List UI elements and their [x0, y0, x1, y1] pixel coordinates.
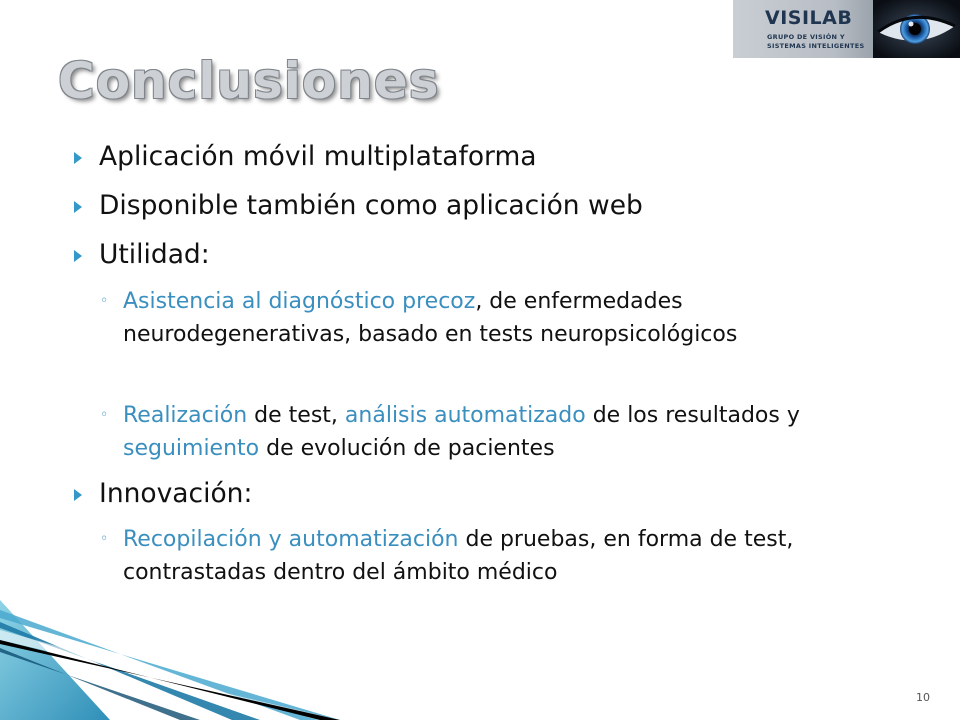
sub-bullet-text: de evolución de pacientes — [259, 436, 555, 461]
bullet-1-text: Aplicación móvil multiplataforma — [99, 141, 537, 172]
sub-bullet-innovacion-1-text — [123, 523, 903, 589]
highlight-text: Recopilación y automatización — [123, 527, 459, 552]
logo-subtitle-line2: SISTEMAS INTELIGENTES — [767, 42, 865, 50]
ring-bullet-icon: ◦ — [100, 407, 109, 423]
sub-bullet-text: de pruebas, en forma de test, contrastadas dentro del ámbito médico — [123, 527, 794, 585]
arrow-bullet-icon — [74, 250, 82, 262]
bullet-4-text: Innovación: — [99, 478, 253, 509]
sub-bullet-text: de test, — [247, 403, 345, 428]
highlight-text: análisis automatizado — [344, 403, 586, 428]
arrow-bullet-icon — [74, 152, 82, 164]
slide-title: Conclusiones — [58, 52, 440, 110]
bullet-2-text: Disponible también como aplicación web — [99, 190, 643, 221]
logo-subtitle-line1: GRUPO DE VISIÓN Y — [767, 33, 845, 41]
decorative-stripes — [0, 600, 340, 720]
logo-name: VISILAB — [765, 7, 853, 29]
arrow-bullet-icon — [74, 201, 82, 213]
sub-bullet-text: de los resultados y — [585, 403, 800, 428]
sub-bullet-text: , de enfermedades neurodegenerativas, basado en tests neuropsicológicos — [123, 289, 738, 347]
sub-bullet-utilidad-2-text — [123, 399, 903, 465]
page-number: 10 — [916, 691, 930, 704]
highlight-text: Asistencia al diagnóstico precoz — [123, 289, 476, 314]
arrow-bullet-icon — [74, 489, 82, 501]
highlight-text: seguimiento — [123, 436, 260, 461]
bullet-3-text: Utilidad: — [99, 239, 210, 270]
ring-bullet-icon: ◦ — [100, 531, 109, 547]
ring-bullet-icon: ◦ — [100, 293, 109, 309]
sub-bullet-utilidad-1-text — [123, 285, 903, 351]
highlight-text: Realización — [123, 403, 248, 428]
